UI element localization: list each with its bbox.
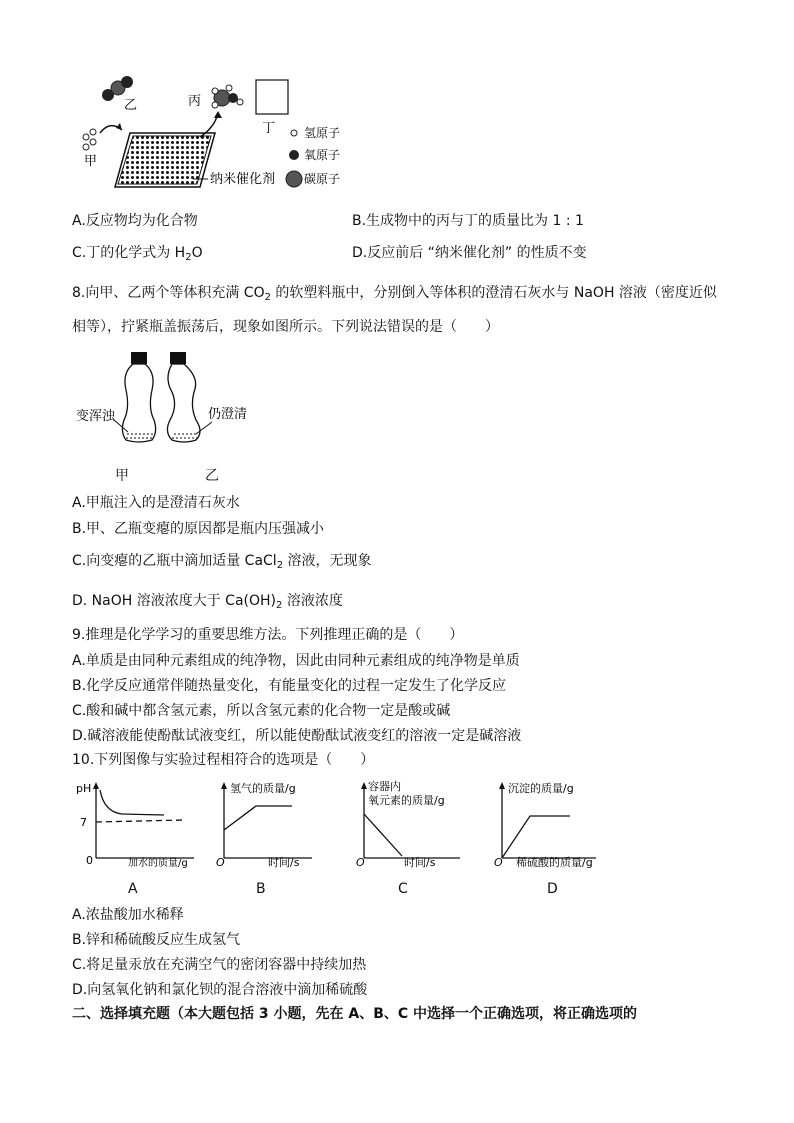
q8-stem-pre: 8.向甲、乙两个等体积充满 CO <box>72 285 265 301</box>
graph-b-origin: O <box>216 856 225 869</box>
q8-option-d-sub: 2 <box>276 600 283 611</box>
q8-stem-sub: 2 <box>264 292 271 303</box>
graph-a-svg <box>72 778 202 870</box>
graph-a <box>72 778 202 870</box>
q7-option-b: B.生成物中的丙与丁的质量比为 1 : 1 <box>352 213 584 229</box>
bottle-label-jia: 甲 <box>115 468 129 484</box>
graph-a-xlabel: 加水的质量/g <box>128 858 188 869</box>
graph-d-caption: D <box>547 881 558 897</box>
graph-c-svg <box>348 778 466 870</box>
label-clear: 仍澄清 <box>208 407 248 422</box>
graph-d-xlabel: 稀硫酸的质量/g <box>516 856 593 869</box>
graph-c <box>348 778 466 870</box>
q7-diagram-svg <box>70 75 380 200</box>
graph-c-caption: C <box>398 881 408 897</box>
q7-reaction-diagram <box>70 75 380 200</box>
q7-option-c-pre: C.丁的化学式为 H <box>72 245 186 261</box>
graph-a-ph7-line <box>96 820 184 822</box>
q8-option-d <box>72 592 343 615</box>
label-catalyst: 纳米催化剂 <box>210 172 276 187</box>
q8-stem-line1 <box>72 284 717 307</box>
graph-b-line <box>224 806 292 830</box>
q9-option-a: A.单质是由同种元素组成的纯净物，因此由同种元素组成的纯净物是单质 <box>72 653 520 669</box>
label-ding: 丁 <box>262 121 276 136</box>
bottle-yi <box>167 352 200 442</box>
graph-c-origin: O <box>356 856 365 869</box>
label-yi: 乙 <box>124 98 138 113</box>
q10-option-a: A.浓盐酸加水稀释 <box>72 907 184 923</box>
q8-option-b: B.甲、乙瓶变瘪的原因都是瓶内压强减小 <box>72 521 325 537</box>
q10-option-c: C.将足量汞放在充满空气的密闭容器中持续加热 <box>72 957 367 973</box>
q10-stem: 10.下列图像与实验过程相符合的选项是（ ） <box>72 752 375 768</box>
q8-stem-post: 的软塑料瓶中，分别倒入等体积的澄清石灰水与 NaOH 溶液（密度近似 <box>270 285 717 301</box>
graph-d-origin: O <box>494 856 503 869</box>
legend-h: 氢原子 <box>304 126 341 140</box>
legend-h-icon <box>291 130 297 136</box>
q10-option-b: B.锌和稀硫酸反应生成氢气 <box>72 932 241 948</box>
q8-option-c <box>72 552 372 575</box>
graph-b <box>212 778 317 870</box>
graph-c-ylabel-1: 容器内 <box>368 780 401 793</box>
legend-c: 碳原子 <box>304 172 341 186</box>
legend-c-icon <box>286 171 302 187</box>
graph-b-xlabel: 时间/s <box>268 856 300 869</box>
legend-o: 氧原子 <box>304 148 341 162</box>
q9-option-d: D.碱溶液能使酚酞试液变红，所以能使酚酞试液变红的溶液一定是碱溶液 <box>72 728 522 744</box>
q9-option-b: B.化学反应通常伴随热量变化，有能量变化的过程一定发生了化学反应 <box>72 678 507 694</box>
q8-bottles-svg <box>72 348 282 460</box>
graph-a-origin: 0 <box>86 854 93 867</box>
q7-option-c <box>72 244 203 267</box>
q8-option-c-pre: C.向变瘪的乙瓶中滴加适量 CaCl <box>72 553 277 569</box>
graph-a-ylabel: pH <box>76 782 92 795</box>
q10-option-d: D.向氢氧化钠和氯化钡的混合溶液中滴加稀硫酸 <box>72 982 368 998</box>
graph-a-tick-7: 7 <box>80 816 87 829</box>
q7-option-c-sub: 2 <box>185 252 192 263</box>
section-2-heading: 二、选择填充题（本大题包括 3 小题，先在 A、B、C 中选择一个正确选项，将正确选项的 <box>72 1006 638 1022</box>
molecule-jia <box>83 129 96 150</box>
q8-bottles-figure <box>72 348 282 460</box>
graph-d-line <box>502 816 570 858</box>
graph-b-svg <box>212 778 317 870</box>
q8-option-c-post: 溶液，无现象 <box>283 553 372 569</box>
label-jia: 甲 <box>84 154 98 169</box>
label-bing: 丙 <box>188 94 202 109</box>
q8-stem-line2: 相等），拧紧瓶盖振荡后，现象如图所示。下列说法错误的是（ ） <box>72 319 499 335</box>
q8-option-c-sub: 2 <box>276 560 284 571</box>
bottle-jia <box>122 352 155 442</box>
graph-b-caption: B <box>256 881 266 897</box>
q7-option-c-post: O <box>191 245 203 261</box>
graph-a-curve <box>100 790 164 815</box>
q8-option-d-mid: (OH) <box>243 593 277 609</box>
graph-b-ylabel: 氢气的质量/g <box>230 782 296 795</box>
legend-o-icon <box>289 150 299 160</box>
graph-c-ylabel-2: 氧元素的质量/g <box>368 794 445 807</box>
q8-option-a: A.甲瓶注入的是澄清石灰水 <box>72 495 240 511</box>
q9-stem: 9.推理是化学学习的重要思维方法。下列推理正确的是（ ） <box>72 627 464 643</box>
graph-c-xlabel: 时间/s <box>404 856 436 869</box>
q7-option-d: D.反应前后 “纳米催化剂” 的性质不变 <box>352 245 587 261</box>
q8-option-d-post: 溶液浓度 <box>282 593 343 609</box>
bottle-label-yi: 乙 <box>205 468 219 484</box>
molecule-bing <box>212 85 243 108</box>
q9-option-c: C.酸和碱中都含氢元素，所以含氢元素的化合物一定是酸或碱 <box>72 703 451 719</box>
q8-option-d-pre: D. NaOH 溶液浓度大于 Ca <box>72 593 244 609</box>
graph-a-caption: A <box>128 881 138 897</box>
label-turbid: 变浑浊 <box>76 409 116 424</box>
box-ding <box>256 80 288 114</box>
graph-d-svg <box>488 778 608 870</box>
graph-d <box>488 778 608 870</box>
q7-option-a: A.反应物均为化合物 <box>72 213 198 229</box>
graph-c-line <box>364 814 402 856</box>
graph-d-ylabel: 沉淀的质量/g <box>508 782 574 795</box>
